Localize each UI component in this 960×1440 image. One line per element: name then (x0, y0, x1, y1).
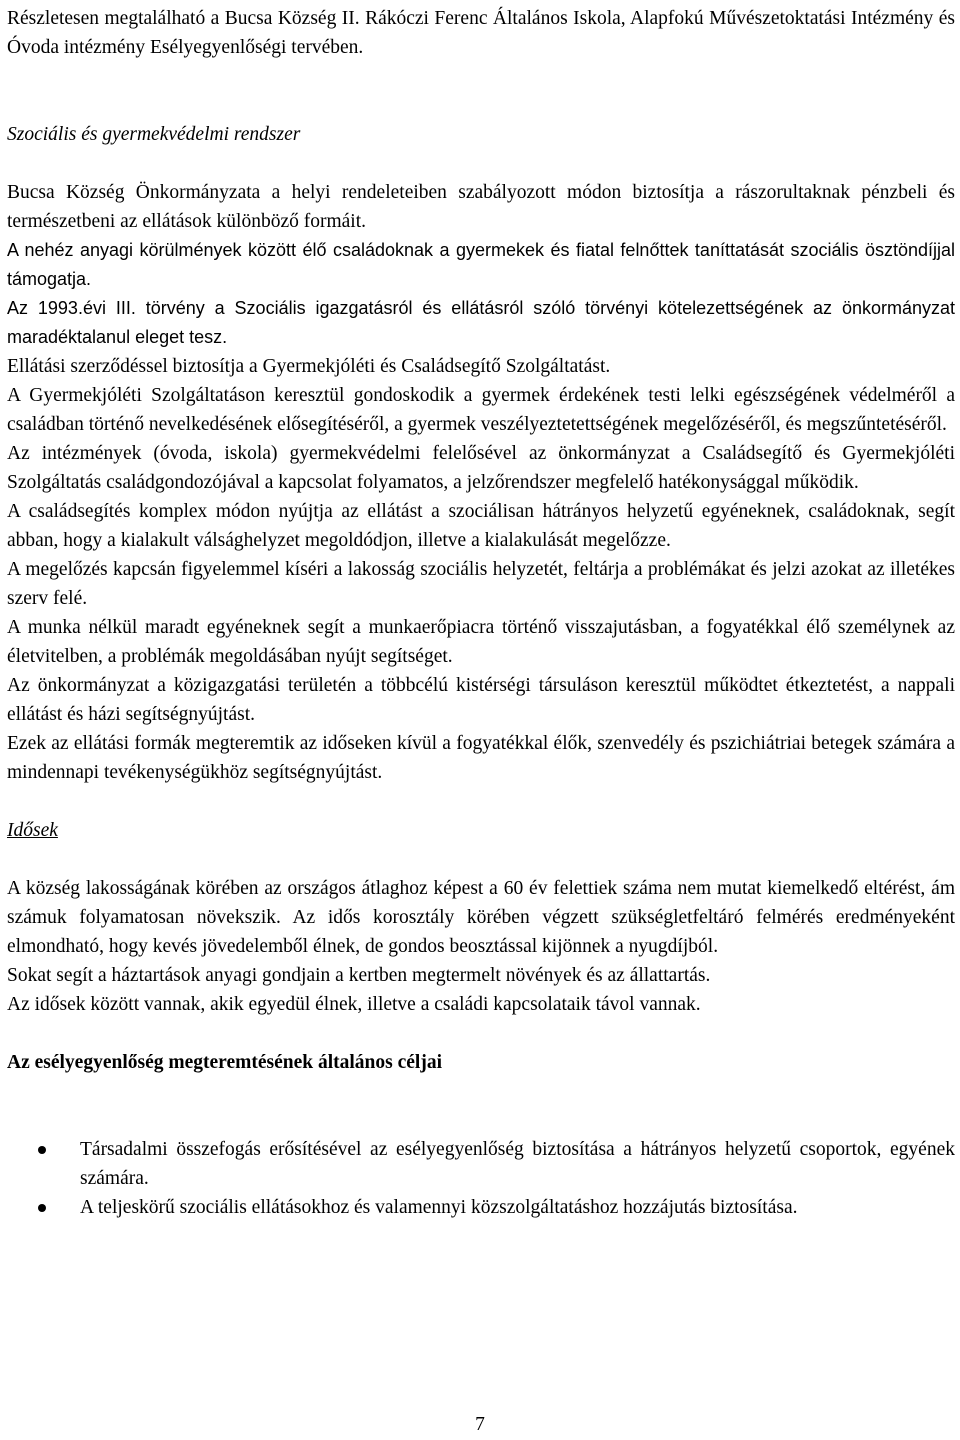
social-paragraph-7: A családsegítés komplex módon nyújtja az ellátást a szociálisan hátrányos helyzetű egyéneknek, családoknak, segít abban, hogy a kialakult válsághelyzet megoldódjon, illetve a kialakulását megelőzze. (7, 501, 955, 551)
goal-text-2: A teljeskörű szociális ellátásokhoz és valamennyi közszolgáltatáshoz hozzájutás biztosítása. (80, 1197, 798, 1218)
spacer (7, 1077, 955, 1106)
elderly-paragraph-1: A község lakosságának körében az országos átlaghoz képest a 60 év felettiek száma nem mutat kiemelkedő eltérést, ám számuk folyamatosan növekszik. Az idős korosztály körében végzett szükségletfeltáró felmérés eredményeként elmondható, hogy kevés jövedelemből élnek, de gondos beosztással kijönnek a nyugdíjból. (7, 878, 955, 957)
document-page (7, 4, 955, 1222)
spacer (7, 845, 955, 874)
spacer (7, 62, 955, 91)
social-paragraph-3: Az 1993.évi III. törvény a Szociális igazgatásról és ellátásról szóló törvényi kötelezettségének az önkormányzat maradéktalanul eleget tesz. (7, 298, 955, 347)
goals-list (7, 1135, 955, 1222)
goal-text-1: Társadalmi összefogás erősítésével az esélyegyenlőség biztosítása a hátrányos helyzetű csoportok, egyének számára. (80, 1139, 955, 1189)
social-paragraph-6: Az intézmények (óvoda, iskola) gyermekvédelmi felelősével az önkormányzat a Családsegítő és Gyermekjóléti Szolgáltatás családgondozójával a kapcsolat folyamatos, a jelzőrendszer megfelelő hatékonysággal működik. (7, 443, 955, 493)
spacer (7, 1106, 955, 1135)
elderly-paragraph-2: Sokat segít a háztartások anyagi gondjain a kertben megtermelt növények és az állattartás. (7, 965, 711, 986)
social-paragraph-5: A Gyermekjóléti Szolgáltatáson keresztül gondoskodik a gyermek érdekének testi lelki egészségének védelméről a családban történő nevelkedésének elősegítéséről, a gyermek veszélyeztetettségének megelőzéséről, és megszűntetéséről. (7, 385, 955, 435)
social-paragraph-1: Bucsa Község Önkormányzata a helyi rendeleteiben szabályozott módon biztosítja a rászorultaknak pénzbeli és természetbeni az ellátások különböző formáit. (7, 182, 955, 232)
intro-paragraph: Részletesen megtalálható a Bucsa Község II. Rákóczi Ferenc Általános Iskola, Alapfokú Művészetoktatási Intézmény és Óvoda intézmény Esélyegyenlőségi tervében. (7, 8, 955, 58)
list-item (7, 1193, 955, 1222)
section-heading-elderly: Idősek (7, 820, 58, 841)
bullet-icon (38, 1204, 46, 1212)
spacer (7, 91, 955, 120)
bullet-icon (38, 1146, 46, 1154)
spacer (7, 787, 955, 816)
section-heading-goals: Az esélyegyenlőség megteremtésének általános céljai (7, 1052, 443, 1073)
spacer (7, 149, 955, 178)
social-paragraph-2: A nehéz anyagi körülmények között élő családoknak a gyermekek és fiatal felnőttek taníttatását szociális ösztöndíjjal támogatja. (7, 240, 955, 289)
social-paragraph-4: Ellátási szerződéssel biztosítja a Gyermekjóléti és Családsegítő Szolgáltatást. (7, 356, 611, 377)
elderly-paragraph-3: Az idősek között vannak, akik egyedül élnek, illetve a családi kapcsolataik távol vannak. (7, 994, 701, 1015)
section-heading-social: Szociális és gyermekvédelmi rendszer (7, 124, 301, 145)
social-paragraph-9: A munka nélkül maradt egyéneknek segít a munkaerőpiacra történő visszajutásban, a fogyatékkal élő személynek az életvitelben, a problémák megoldásában nyújt segítséget. (7, 617, 955, 667)
social-paragraph-10: Az önkormányzat a közigazgatási területén a többcélú kistérségi társuláson keresztül működtet étkeztetést, a nappali ellátást és házi segítségnyújtást. (7, 675, 955, 725)
social-paragraph-8: A megelőzés kapcsán figyelemmel kíséri a lakosság szociális helyzetét, feltárja a problémákat és jelzi azokat az illetékes szerv felé. (7, 559, 955, 609)
list-item (7, 1135, 955, 1193)
page-number: 7 (475, 1414, 485, 1435)
social-paragraph-11: Ezek az ellátási formák megteremtik az időseken kívül a fogyatékkal élők, szenvedély és pszichiátriai betegek számára a mindennapi tevékenységükhöz segítségnyújtást. (7, 733, 955, 783)
spacer (7, 1019, 955, 1048)
